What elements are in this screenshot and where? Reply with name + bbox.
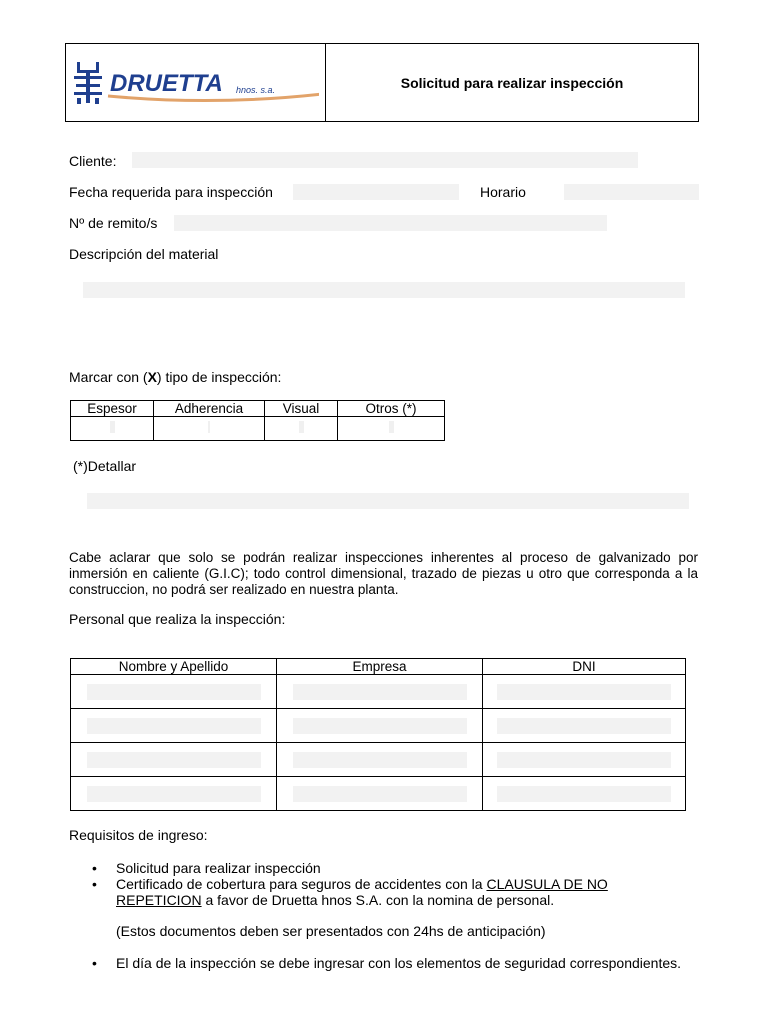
fecha-label: Fecha requerida para inspección: [69, 184, 273, 200]
dni-input[interactable]: [497, 684, 671, 700]
table-row: [71, 777, 686, 811]
page-title: Solicitud para realizar inspección: [400, 74, 624, 91]
descripcion-label: Descripción del material: [69, 246, 219, 262]
table-row: [71, 709, 686, 743]
col-empresa: Empresa: [277, 659, 483, 675]
table-row: [71, 743, 686, 777]
company-logo: [74, 60, 319, 108]
requisitos-label: Requisitos de ingreso:: [69, 827, 208, 843]
dni-input[interactable]: [497, 718, 671, 734]
nombre-input[interactable]: [87, 752, 261, 768]
personal-label: Personal que realiza la inspección:: [69, 611, 286, 627]
dni-input[interactable]: [497, 786, 671, 802]
empresa-input[interactable]: [293, 786, 467, 802]
detallar-input[interactable]: [87, 493, 689, 509]
requisito-item-1: Solicitud para realizar inspección: [116, 860, 321, 876]
nombre-input[interactable]: [87, 786, 261, 802]
requisito-item-2: Certificado de cobertura para seguros de accidentes con la CLAUSULA DE NO REPETICION a favor de Druetta hnos S.A. con la nomina de personal.: [116, 876, 608, 908]
remito-input[interactable]: [174, 215, 607, 231]
cliente-label: Cliente:: [69, 153, 117, 169]
col-espesor: Espesor: [71, 401, 154, 417]
col-otros: Otros (*): [338, 401, 445, 417]
checkbox-espesor[interactable]: [71, 417, 154, 441]
logo-graphic: [74, 60, 319, 108]
cliente-input[interactable]: [132, 152, 638, 168]
personal-table: [70, 658, 686, 811]
empresa-input[interactable]: [293, 684, 467, 700]
horario-label: Horario: [480, 184, 526, 200]
descripcion-input[interactable]: [83, 282, 685, 298]
nombre-input[interactable]: [87, 718, 261, 734]
checkbox-otros[interactable]: [338, 417, 445, 441]
checkbox-adherencia[interactable]: [154, 417, 265, 441]
horario-input[interactable]: [564, 184, 699, 200]
detallar-label: (*)Detallar: [73, 458, 137, 474]
inspection-type-prompt: Marcar con (X) tipo de inspección:: [69, 369, 282, 385]
document-header: [65, 43, 699, 122]
logo-text: DRUETTA: [110, 70, 223, 97]
col-adherencia: Adherencia: [154, 401, 265, 417]
logo-subtext: hnos. s.a.: [236, 85, 276, 95]
bullet-icon: •: [92, 955, 97, 971]
col-visual: Visual: [265, 401, 338, 417]
disclaimer-text: Cabe aclarar que solo se podrán realizar inspecciones inherentes al proceso de galvanizado por inmersión en caliente (G.I.C); todo control dimensional, trazado de piezas u otro que corresponda a la construccion, no podrá ser realizado en nuestra planta.: [69, 550, 698, 597]
dni-input[interactable]: [497, 752, 671, 768]
table-row: [71, 675, 686, 709]
checkbox-visual[interactable]: [265, 417, 338, 441]
fecha-input[interactable]: [293, 184, 459, 200]
inspection-type-table: [70, 400, 445, 441]
requisito-note: (Estos documentos deben ser presentados con 24hs de anticipación): [116, 923, 546, 939]
requisito-item-3: El día de la inspección se debe ingresar con los elementos de seguridad correspondientes.: [116, 955, 682, 971]
empresa-input[interactable]: [293, 752, 467, 768]
col-nombre: Nombre y Apellido: [71, 659, 277, 675]
empresa-input[interactable]: [293, 718, 467, 734]
nombre-input[interactable]: [87, 684, 261, 700]
bullet-icon: •: [92, 860, 97, 876]
bullet-icon: •: [92, 876, 97, 892]
remito-label: Nº de remito/s: [69, 215, 158, 231]
col-dni: DNI: [483, 659, 686, 675]
